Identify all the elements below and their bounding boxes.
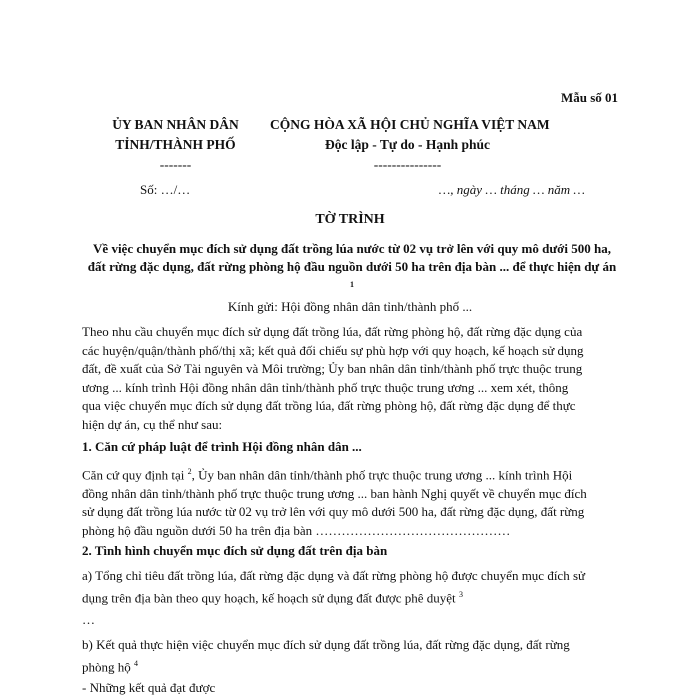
item-a-line2: [82, 586, 622, 608]
footnote-ref-2: 2: [187, 467, 192, 476]
issuer-separator: -------: [159, 157, 192, 172]
item-a-line1: a) Tổng chỉ tiêu đất trồng lúa, đất rừng đặc dụng và đất rừng phòng hộ được chuyển mục đích sử: [82, 568, 586, 583]
issuer-header: [108, 115, 243, 175]
footnote-ref-4: 4: [134, 658, 138, 668]
item-b-line2: [82, 655, 622, 677]
issuer-line1: ỦY BAN NHÂN DÂN: [112, 117, 239, 132]
intro-line: Theo nhu cầu chuyển mục đích sử dụng đất trồng lúa, đất rừng phòng hộ, đất rừng đặc dụng của: [82, 324, 583, 339]
item-b-line1: b) Kết quả thực hiện việc chuyển mục đích sử dụng đất trồng lúa, đất rừng đặc dụng, đất rừng: [82, 637, 570, 652]
item-a-line2-text: dụng trên địa bàn theo quy hoạch, kế hoạch sử dụng đất được phê duyệt: [82, 589, 459, 605]
date-line: …, ngày … tháng … năm …: [438, 182, 585, 197]
form-number: Mẫu số 01: [560, 90, 618, 105]
section1-line: sử dụng đất trồng lúa nước từ 02 vụ trở lên với quy mô dưới 500 ha, đất rừng đặc dụng, đất rừng: [82, 504, 585, 520]
section1-line1-end: , Ủy ban nhân dân tỉnh/thành phố trực thuộc trung ương ... kính trình Hội: [191, 467, 573, 483]
national-separator: ---------------: [373, 157, 442, 172]
section2-heading: 2. Tình hình chuyển mục đích sử dụng đất trên địa bàn: [82, 543, 388, 558]
section2-item-b: [82, 636, 622, 676]
section1-paragraph: [82, 463, 622, 540]
intro-line: hiện dự án, cụ thể như sau:: [82, 416, 223, 432]
intro-paragraph: [82, 323, 622, 434]
recipient-line: Kính gửi: Hội đồng nhân dân tỉnh/thành phố ...: [227, 299, 473, 314]
section1-heading: 1. Căn cứ pháp luật để trình Hội đồng nhân dân ...: [82, 439, 362, 454]
issuer-line2: TỈNH/THÀNH PHỐ: [115, 137, 236, 152]
document-title: TỜ TRÌNH: [315, 212, 385, 227]
section1-line: đồng nhân dân tỉnh/thành phố trực thuộc trung ương ... ban hành Nghị quyết về chuyển mục đích: [82, 485, 587, 501]
section1-line: [82, 463, 622, 485]
section1-line1-start: Căn cứ quy định tại: [82, 467, 188, 483]
results-line: - Những kết quả đạt được: [82, 680, 216, 695]
document-number: Số: …/…: [140, 182, 191, 197]
subject-text: Về việc chuyển mục đích sử dụng đất trồng lúa nước từ 02 vụ trở lên với quy mô dưới 500 ha, đất rừng đặc dụng, đất rừng phòng hộ đầu nguồn dưới 50 ha trên địa bàn ... để thực hiện dự án: [87, 241, 617, 274]
section1-line: phòng hộ đầu nguồn dưới 50 ha trên địa bàn ………………………………………: [82, 522, 511, 538]
ellipsis-line: …: [82, 612, 95, 627]
intro-line: ương ... kính trình Hội đồng nhân dân tỉnh/thành phố trực thuộc trung ương ... xem xét, thông: [82, 379, 569, 395]
subject-footnote: 1: [350, 280, 354, 289]
section2-item-a: [82, 567, 622, 607]
footnote-ref-3: 3: [458, 589, 463, 599]
document-subject: [86, 240, 618, 297]
national-motto: Độc lập - Tự do - Hạnh phúc: [324, 137, 491, 152]
intro-line: qua việc chuyển mục đích sử dụng đất trồng lúa, đất rừng phòng hộ, đất rừng đặc dụng để thực: [82, 398, 576, 413]
national-name: CỘNG HÒA XÃ HỘI CHỦ NGHĨA VIỆT NAM: [270, 117, 550, 132]
intro-line: các huyện/quận/thành phố/thị xã; kết quả đối chiếu sự phù hợp với quy hoạch, kế hoạch sử dụng: [82, 342, 584, 358]
national-header: [270, 115, 550, 175]
intro-line: đất, đề xuất của Sở Tài nguyên và Môi trường; Ủy ban nhân dân tỉnh/thành phố trực thuộc trung: [82, 361, 583, 376]
item-b-line2-text: phòng hộ: [82, 658, 134, 674]
